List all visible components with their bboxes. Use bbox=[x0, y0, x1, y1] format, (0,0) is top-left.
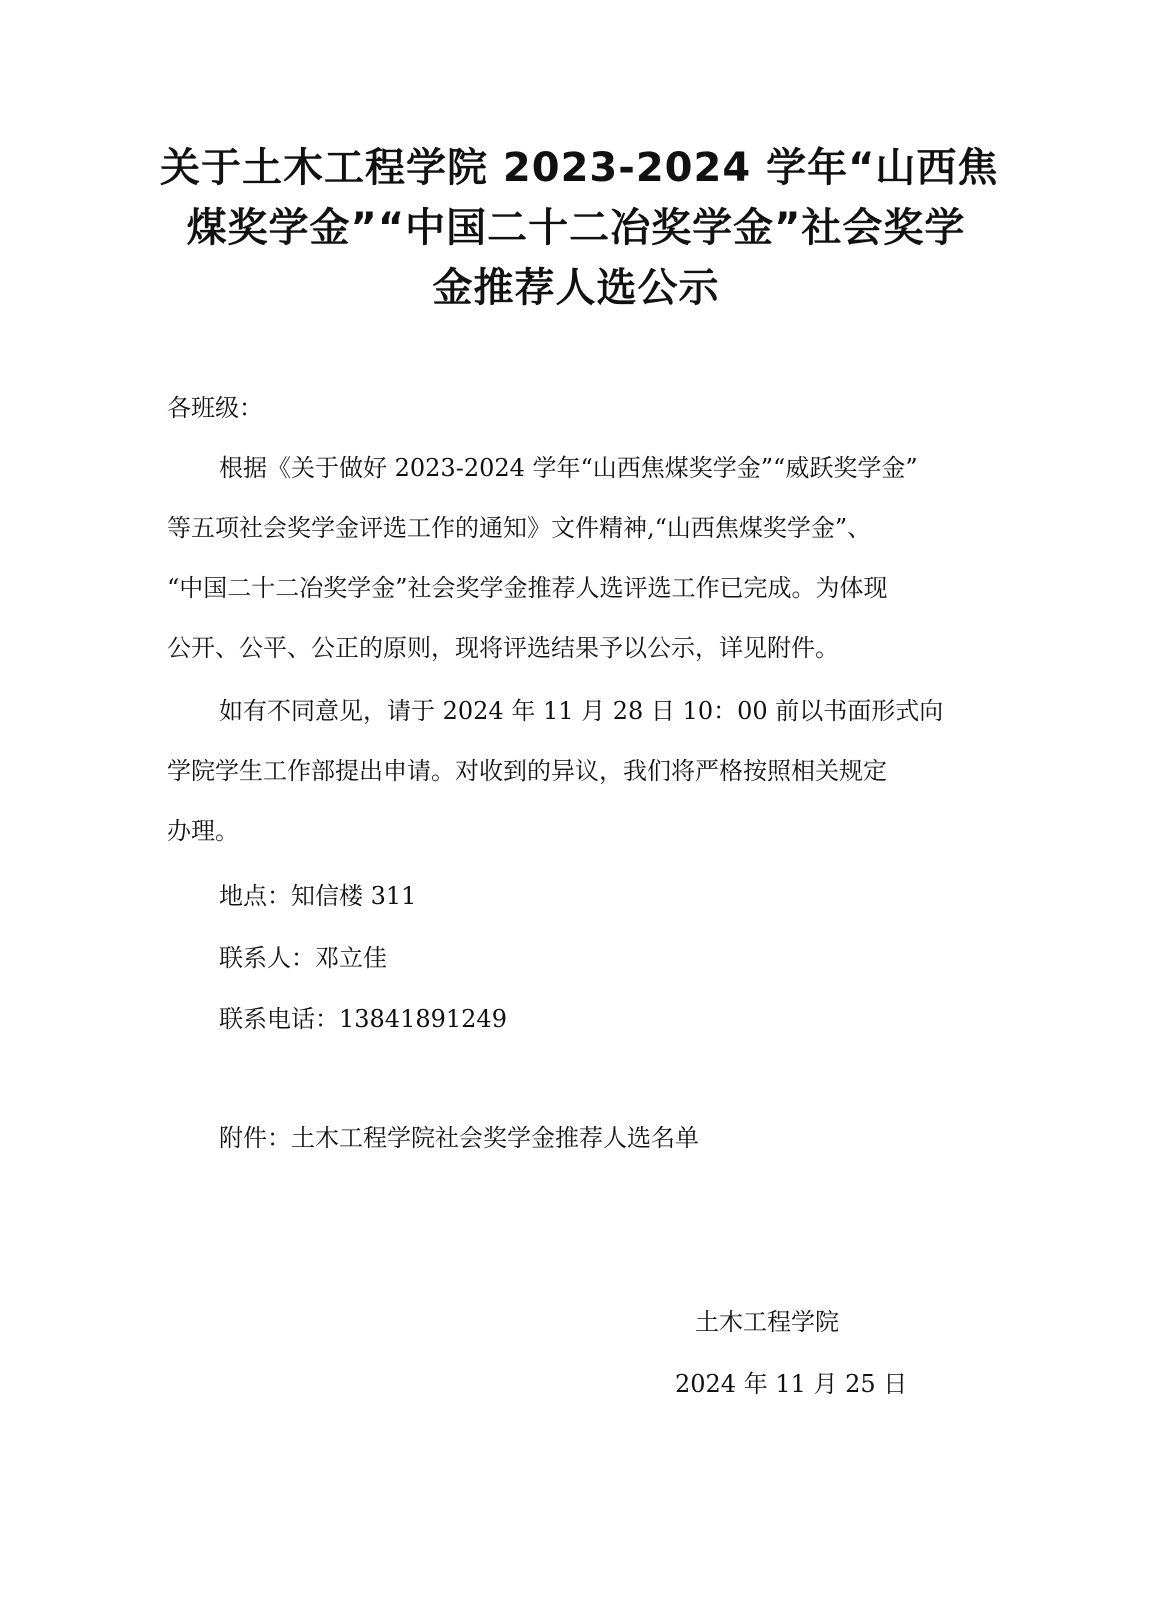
document-title bbox=[160, 138, 999, 318]
paragraph-line: 公开、公平、公正的原则，现将评选结果予以公示，详见附件。 bbox=[167, 634, 839, 662]
paragraph-line: 等五项社会奖学金评选工作的通知》文件精神,“山西焦煤奖学金”、 bbox=[167, 514, 872, 542]
paragraph-objection bbox=[167, 681, 987, 861]
signature-date: 2024 年 11 月 25 日 bbox=[675, 1370, 908, 1398]
signature-organization: 土木工程学院 bbox=[695, 1308, 839, 1336]
paragraph-line: “中国二十二冶奖学金”社会奖学金推荐人选评选工作已完成。为体现 bbox=[167, 574, 888, 602]
paragraph-line: 学院学生工作部提出申请。对收到的异议，我们将严格按照相关规定 bbox=[167, 757, 887, 785]
paragraph-line: 办理。 bbox=[167, 817, 239, 845]
paragraph-line: 根据《关于做好 2023-2024 学年“山西焦煤奖学金”“威跃奖学金” bbox=[219, 454, 918, 482]
title-line: 煤奖学金”“中国二十二冶奖学金”社会奖学 bbox=[186, 205, 966, 251]
contact-person: 联系人：邓立佳 bbox=[219, 944, 387, 972]
paragraph-line: 如有不同意见，请于 2024 年 11 月 28 日 10：00 前以书面形式向 bbox=[219, 697, 944, 725]
contact-location: 地点：知信楼 311 bbox=[219, 882, 417, 910]
contact-phone: 联系电话：13841891249 bbox=[219, 1005, 507, 1033]
title-line: 关于土木工程学院 2023-2024 学年“山西焦 bbox=[160, 145, 999, 191]
attachment-note: 附件：土木工程学院社会奖学金推荐人选名单 bbox=[219, 1124, 699, 1152]
title-line: 金推荐人选公示 bbox=[432, 265, 720, 311]
greeting: 各班级： bbox=[167, 394, 263, 422]
paragraph-notice bbox=[167, 438, 987, 678]
